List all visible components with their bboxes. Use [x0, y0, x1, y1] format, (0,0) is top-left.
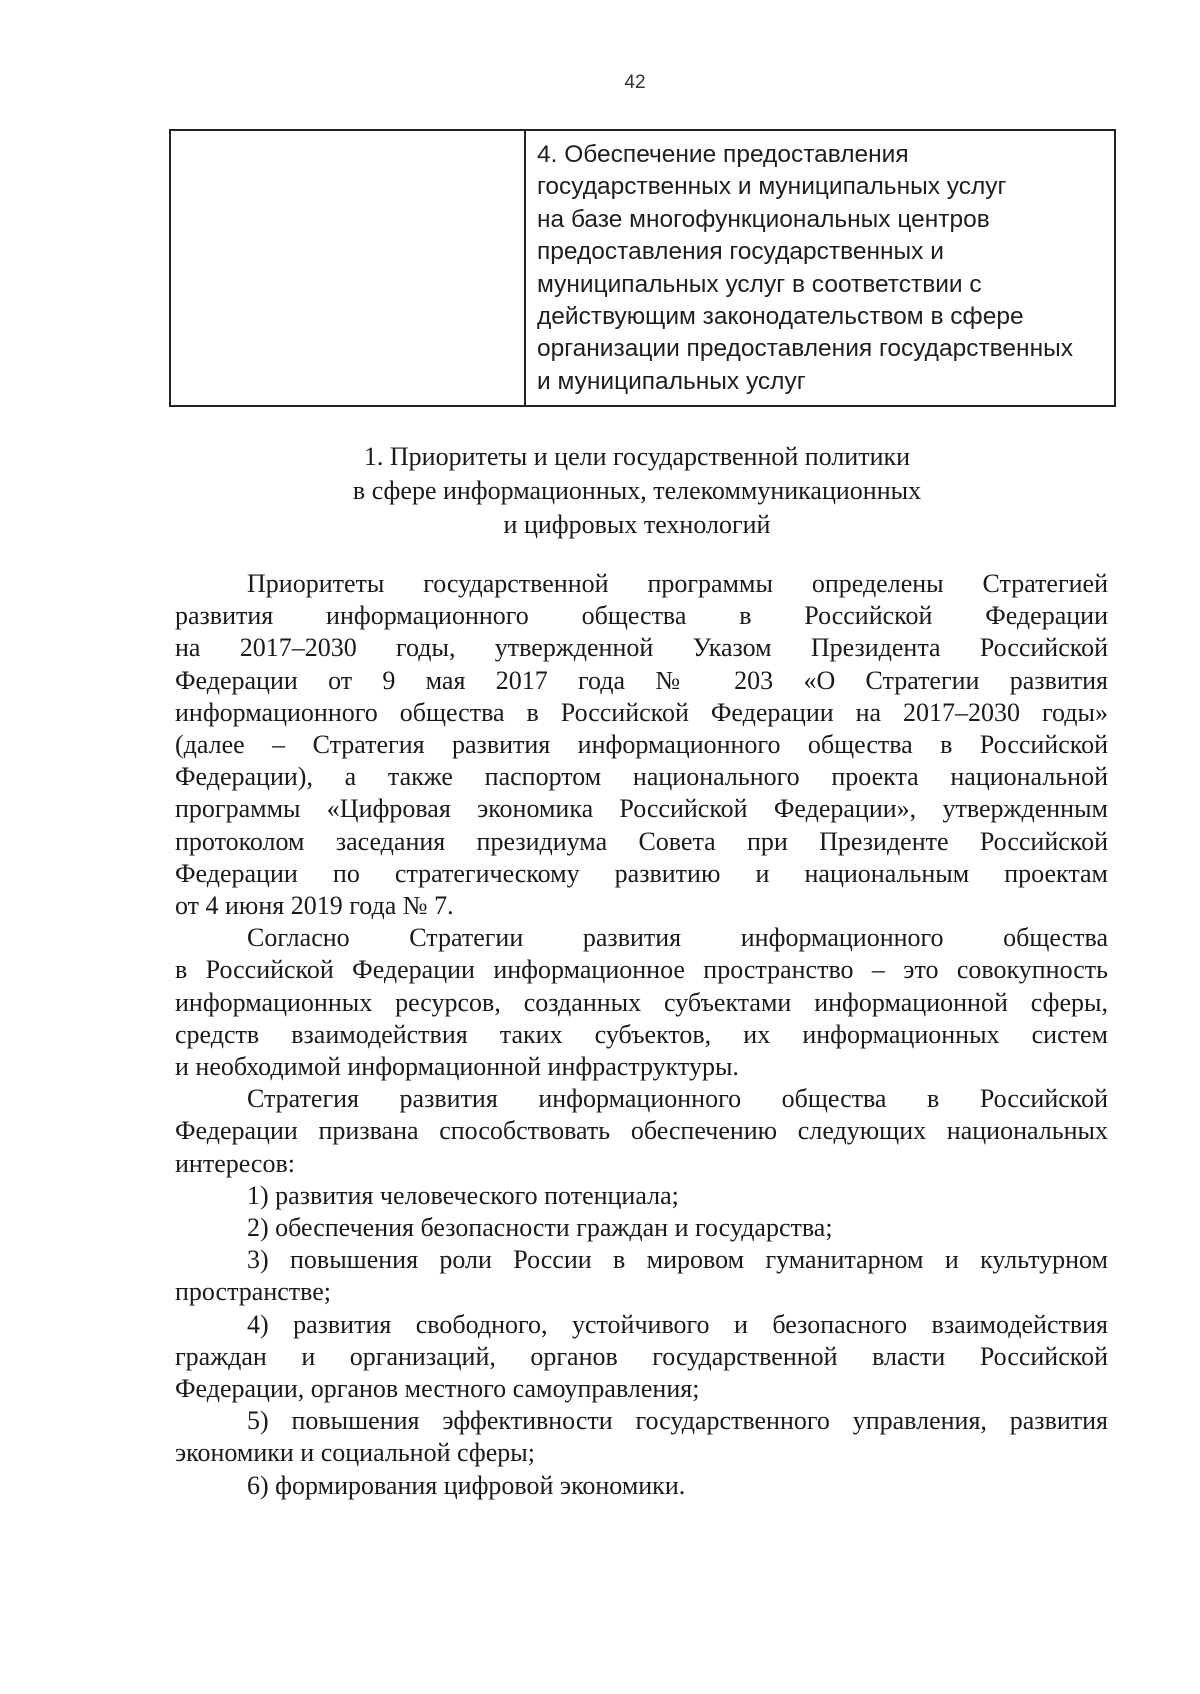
- paragraph-line: интересов:: [175, 1148, 295, 1178]
- paragraph: [175, 1470, 1108, 1502]
- paragraph-line: 1) развития человеческого потенциала;: [247, 1180, 679, 1210]
- paragraph: [175, 1309, 1108, 1406]
- table-cell-line: на базе многофункциональных центров: [537, 205, 990, 233]
- paragraph-line: протоколом заседания президиума Совета при Президенте Российской: [175, 826, 1108, 856]
- paragraph-line: от 4 июня 2019 года № 7.: [175, 891, 454, 921]
- paragraph-line: граждан и организаций, органов государственной власти Российской: [175, 1341, 1108, 1371]
- paragraph: [175, 1180, 1108, 1212]
- paragraph-line: 3) повышения роли России в мировом гуманитарном и культурном: [247, 1245, 1108, 1275]
- paragraph-line: 5) повышения эффективности государственного управления, развития: [247, 1406, 1108, 1436]
- paragraph: [175, 568, 1108, 922]
- paragraph: [175, 1212, 1108, 1244]
- table-cell-right: [526, 131, 1114, 405]
- paragraph-line: 4) развития свободного, устойчивого и безопасного взаимодействия: [247, 1309, 1108, 1339]
- table-cell-line: действующим законодательством в сфере: [537, 303, 1024, 331]
- paragraph-line: экономики и социальной сферы;: [175, 1438, 535, 1468]
- paragraph-line: 2) обеспечения безопасности граждан и государства;: [247, 1213, 833, 1243]
- paragraph-line: Приоритеты государственной программы определены Стратегией: [247, 569, 1108, 598]
- paragraph-line: Федерации по стратегическому развитию и национальным проектам: [175, 858, 1108, 888]
- paragraph-line: пространстве;: [175, 1277, 332, 1307]
- paragraph-line: на 2017–2030 годы, утвержденной Указом Президента Российской: [175, 633, 1108, 663]
- paragraph-line: информационного общества в Российской Федерации на 2017–2030 годы»: [175, 697, 1108, 727]
- paragraph: [175, 1244, 1108, 1308]
- paragraph-line: в Российской Федерации информационное пространство – это совокупность: [175, 955, 1108, 985]
- table-cell-line: 4. Обеспечение предоставления: [537, 141, 909, 168]
- heading-line: 1. Приоритеты и цели государственной политики: [363, 442, 911, 471]
- paragraph: [175, 922, 1108, 1083]
- body-text: [175, 568, 1108, 1502]
- page-number: 42: [624, 72, 646, 93]
- paragraph-line: информационных ресурсов, созданных субъектами информационной сферы,: [175, 987, 1108, 1017]
- paragraph-line: развития информационного общества в Российской Федерации: [175, 601, 1108, 631]
- paragraph-line: Федерации от 9 мая 2017 года № 203 «О Стратегии развития: [175, 665, 1108, 695]
- paragraph-line: Согласно Стратегии развития информационного общества: [247, 923, 1108, 953]
- paragraph-line: Федерации), а также паспортом национального проекта национальной: [175, 762, 1108, 792]
- table-cell-line: и муниципальных услуг: [537, 367, 806, 395]
- section-heading: [0, 440, 1200, 542]
- paragraph-line: Федерации, органов местного самоуправления;: [175, 1374, 700, 1404]
- table-cell-line: предоставления государственных и: [537, 238, 944, 266]
- paragraph-line: Федерации призвана способствовать обеспечению следующих национальных: [175, 1116, 1108, 1146]
- paragraph-line: Стратегия развития информационного общества в Российской: [247, 1084, 1108, 1114]
- continuation-table: [169, 129, 1116, 407]
- paragraph: [175, 1083, 1108, 1180]
- paragraph-line: и необходимой информационной инфраструктуры.: [175, 1052, 739, 1082]
- heading-line: и цифровых технологий: [503, 510, 771, 539]
- table-cell-line: муниципальных услуг в соответствии с: [537, 270, 982, 298]
- paragraph-line: (далее – Стратегия развития информационного общества в Российской: [175, 730, 1108, 760]
- paragraph-line: программы «Цифровая экономика Российской Федерации», утвержденным: [175, 794, 1108, 824]
- paragraph-line: средств взаимодействия таких субъектов, их информационных систем: [175, 1019, 1108, 1049]
- paragraph: [175, 1405, 1108, 1469]
- table-cell-left: [171, 131, 526, 405]
- table-cell-line: государственных и муниципальных услуг: [537, 173, 1007, 201]
- paragraph-line: 6) формирования цифровой экономики.: [247, 1470, 686, 1500]
- table-cell-line: организации предоставления государственных: [537, 335, 1073, 363]
- heading-line: в сфере информационных, телекоммуникационных: [352, 476, 922, 505]
